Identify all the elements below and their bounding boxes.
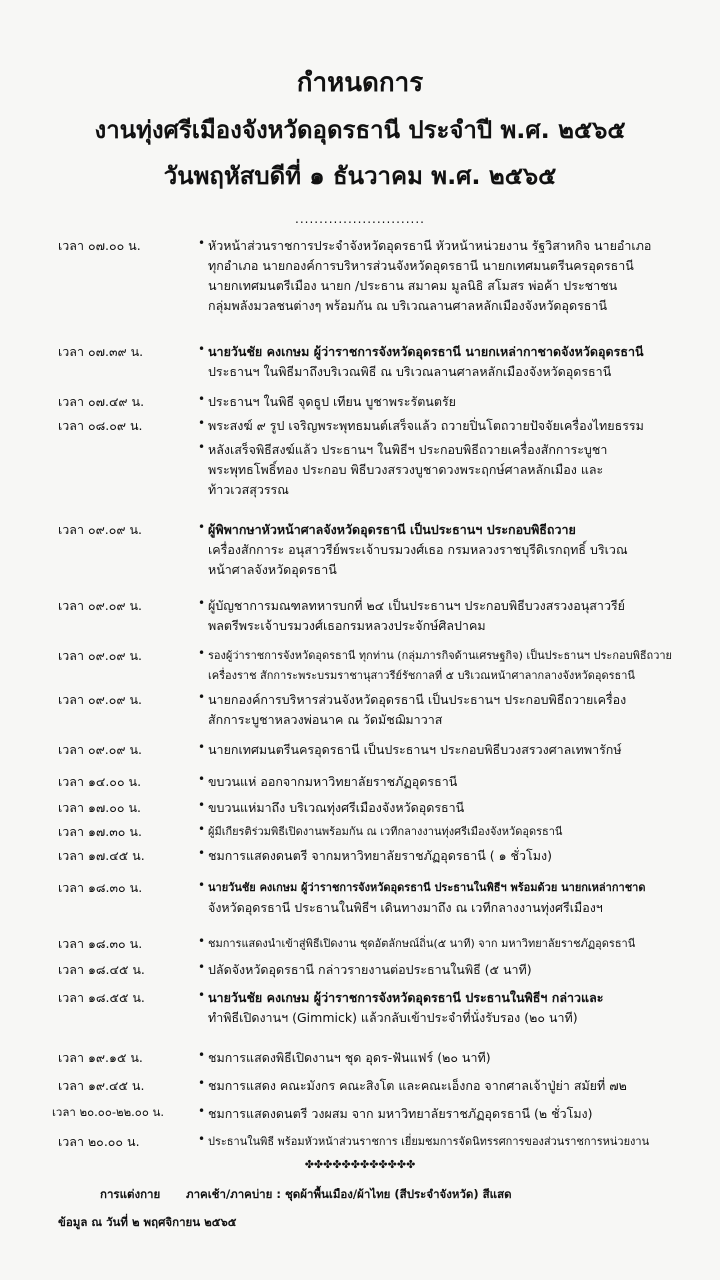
schedule-time: เวลา ๑๘.๓๐ น. xyxy=(58,880,143,895)
data-date-note: ข้อมูล ณ วันที่ ๒ พฤศจิกายน ๒๕๖๕ xyxy=(58,1215,237,1229)
dress-code-value: ภาคเช้า/ภาคบ่าย : ชุดผ้าพื้นเมือง/ผ้าไทย (สีประจำจังหวัด) สีแสด xyxy=(186,1187,512,1201)
bullet-icon: • xyxy=(198,342,206,356)
schedule-time: เวลา ๑๗.๓๐ น. xyxy=(58,824,142,839)
schedule-description-line: ท้าวเวสสุวรรณ xyxy=(208,482,289,497)
schedule-description-line: เครื่องสักการะ อนุสาวรีย์พระเจ้าบรมวงศ์เธอ กรมหลวงราชบุรีดิเรกฤทธิ์ บริเวณ xyxy=(208,542,628,557)
schedule-description-line: ประธานฯ ในพิธีมาถึงบริเวณพิธี ณ บริเวณลานศาลหลักเมืองจังหวัดอุดรธานี xyxy=(208,364,612,379)
bullet-icon: • xyxy=(198,392,206,406)
bullet-icon: • xyxy=(198,646,206,660)
document-subtitle: งานทุ่งศรีเมืองจังหวัดอุดรธานี ประจำปี พ.ศ. ๒๕๖๕ xyxy=(94,116,626,144)
schedule-description xyxy=(208,1048,698,1068)
schedule-description xyxy=(208,878,698,918)
schedule-time: เวลา ๐๗.๐๐ น. xyxy=(58,238,141,253)
schedule-time: เวลา ๑๗.๐๐ น. xyxy=(58,800,142,815)
bullet-icon: • xyxy=(198,596,206,610)
schedule-time: เวลา ๒๐.๐๐ น. xyxy=(58,1134,140,1149)
bullet-icon: • xyxy=(198,1076,206,1090)
schedule-description-line: หลังเสร็จพิธีสงฆ์แล้ว ประธานฯ ในพิธีฯ ประกอบพิธีถวายเครื่องสักการะบูชา xyxy=(208,442,608,457)
bullet-icon: • xyxy=(198,1132,206,1146)
schedule-description xyxy=(208,1076,698,1096)
bullet-icon: • xyxy=(198,934,206,948)
schedule-description-line: นายวันชัย คงเกษม ผู้ว่าราชการจังหวัดอุดรธานี ประธานในพิธีฯ พร้อมด้วย นายกเหล่ากาชาด xyxy=(208,881,646,894)
schedule-description-line: นายวันชัย คงเกษม ผู้ว่าราชการจังหวัดอุดรธานี ประธานในพิธีฯ กล่าวและ xyxy=(208,990,604,1005)
schedule-time: เวลา ๑๔.๐๐ น. xyxy=(58,774,142,789)
schedule-description-line: ขบวนแห่ ออกจากมหาวิทยาลัยราชภัฏอุดรธานี xyxy=(208,774,458,789)
schedule-description xyxy=(208,1132,698,1152)
schedule-description-line: นายกเทศมนตรีเมือง นายก /ประธาน สมาคม มูลนิธิ สโมสร พ่อค้า ประชาชน xyxy=(208,278,618,293)
schedule-description-line: ขบวนแห่มาถึง บริเวณทุ่งศรีเมืองจังหวัดอุดรธานี xyxy=(208,800,465,815)
schedule-description-line: ชมการแสดงดนตรี จากมหาวิทยาลัยราชภัฏอุดรธานี ( ๑ ชั่วโมง) xyxy=(208,848,552,863)
schedule-description-line: รองผู้ว่าราชการจังหวัดอุดรธานี ทุกท่าน (กลุ่มภารกิจด้านเศรษฐกิจ) เป็นประธานฯ ประกอบพิธีถวาย xyxy=(208,649,672,662)
schedule-description xyxy=(208,960,698,980)
schedule-description xyxy=(208,846,698,866)
schedule-time: เวลา ๐๙.๐๙ น. xyxy=(58,648,142,663)
schedule-description-line: พระพุทธโพธิ์ทอง ประกอบ พิธีบวงสรวงบูชาดวงพระฤกษ์ศาลหลักเมือง และ xyxy=(208,462,604,477)
schedule-description-line: ทำพิธีเปิดงานฯ (Gimmick) แล้วกลับเข้าประจำที่นั่งรับรอง (๒๐ นาที) xyxy=(208,1010,578,1025)
schedule-time: เวลา ๑๘.๓๐ น. xyxy=(58,936,143,951)
header-divider: ........................... xyxy=(295,212,425,226)
schedule-description-line: หัวหน้าส่วนราชการประจำจังหวัดอุดรธานี หัวหน้าหน่วยงาน รัฐวิสาหกิจ นายอำเภอ xyxy=(208,238,652,253)
schedule-description-line: นายกเทศมนตรีนครอุดรธานี เป็นประธานฯ ประกอบพิธีบวงสรวงศาลเทพารักษ์ xyxy=(208,742,622,757)
dress-code-label: การแต่งกาย xyxy=(100,1187,161,1201)
schedule-description xyxy=(208,690,698,730)
schedule-time: เวลา ๐๘.๐๙ น. xyxy=(58,418,143,433)
schedule-description-line: ประธานฯ ในพิธี จุดธูป เทียน บูชาพระรัตนตรัย xyxy=(208,394,457,409)
schedule-time: เวลา ๑๗.๔๕ น. xyxy=(58,848,145,863)
schedule-description-line: ชมการแสดงดนตรี วงผสม จาก มหาวิทยาลัยราชภัฏอุดรธานี (๒ ชั่วโมง) xyxy=(208,1106,593,1121)
schedule-time: เวลา ๐๗.๓๙ น. xyxy=(58,344,144,359)
footer-divider-stars: ✤✤✤✤✤✤✤✤✤✤✤✤ xyxy=(304,1158,416,1171)
schedule-description xyxy=(208,1104,698,1124)
schedule-time: เวลา ๐๙.๐๙ น. xyxy=(58,742,142,757)
schedule-description xyxy=(208,440,698,500)
schedule-description xyxy=(208,416,698,436)
schedule-time: เวลา ๑๘.๔๕ น. xyxy=(58,962,145,977)
schedule-time: เวลา ๐๙.๐๙ น. xyxy=(58,522,142,537)
schedule-description xyxy=(208,772,698,792)
schedule-time: เวลา ๑๙.๑๕ น. xyxy=(58,1050,143,1065)
schedule-description xyxy=(208,822,698,842)
schedule-description-line: ผู้บัญชาการมณฑลทหารบกที่ ๒๔ เป็นประธานฯ ประกอบพิธีบวงสรวงอนุสาวรีย์ xyxy=(208,598,626,613)
schedule-time: เวลา ๑๙.๔๕ น. xyxy=(58,1078,145,1093)
schedule-description-line: ชมการแสดงนำเข้าสู่พิธีเปิดงาน ชุดอัตลักษณ์ถิ่น(๕ นาที) จาก มหาวิทยาลัยราชภัฏอุดรธานี xyxy=(208,937,636,950)
bullet-icon: • xyxy=(198,822,206,836)
bullet-icon: • xyxy=(198,440,206,454)
schedule-description-line: เครื่องราช สักการะพระบรมราชานุสาวรีย์รัชกาลที่ ๕ บริเวณหน้าศาลากลางจังหวัดอุดรธานี xyxy=(208,669,635,682)
schedule-description xyxy=(208,934,698,954)
schedule-time: เวลา ๐๗.๔๙ น. xyxy=(58,394,145,409)
schedule-time: เวลา ๒๐.๐๐-๒๒.๐๐ น. xyxy=(52,1105,165,1119)
schedule-description-line: ประธานในพิธี พร้อมหัวหน้าส่วนราชการ เยี่ยมชมการจัดนิทรรศการของส่วนราชการหน่วยงาน xyxy=(208,1135,650,1148)
schedule-description-line: กลุ่มพลังมวลชนต่างๆ พร้อมกัน ณ บริเวณลานศาลหลักเมืองจังหวัดอุดรธานี xyxy=(208,298,608,313)
schedule-description xyxy=(208,798,698,818)
schedule-description-line: ผู้มีเกียรติร่วมพิธีเปิดงานพร้อมกัน ณ เวทีกลางงานทุ่งศรีเมืองจังหวัดอุดรธานี xyxy=(208,825,563,838)
schedule-description-line: จังหวัดอุดรธานี ประธานในพิธีฯ เดินทางมาถึง ณ เวทีกลางงานทุ่งศรีเมืองฯ xyxy=(208,900,603,915)
schedule-description xyxy=(208,596,698,636)
schedule-description-line: หน้าศาลจังหวัดอุดรธานี xyxy=(208,562,337,577)
schedule-description xyxy=(208,740,698,760)
bullet-icon: • xyxy=(198,846,206,860)
schedule-description-line: พระสงฆ์ ๙ รูป เจริญพระพุทธมนต์เสร็จแล้ว ถวายปิ่นโตถวายปัจจัยเครื่องไทยธรรม xyxy=(208,418,644,433)
document-title: กำหนดการ xyxy=(296,68,424,98)
document-date-line: วันพฤหัสบดีที่ ๑ ธันวาคม พ.ศ. ๒๕๖๕ xyxy=(163,162,557,190)
schedule-description-line: สักการะบูชาหลวงพ่อนาค ณ วัดมัชฌิมาวาส xyxy=(208,712,443,727)
bullet-icon: • xyxy=(198,236,206,250)
bullet-icon: • xyxy=(198,960,206,974)
schedule-description xyxy=(208,988,698,1028)
schedule-time: เวลา ๑๘.๕๕ น. xyxy=(58,990,145,1005)
schedule-time: เวลา ๐๙.๐๙ น. xyxy=(58,598,142,613)
bullet-icon: • xyxy=(198,740,206,754)
bullet-icon: • xyxy=(198,690,206,704)
bullet-icon: • xyxy=(198,878,206,892)
schedule-description-line: ปลัดจังหวัดอุดรธานี กล่าวรายงานต่อประธานในพิธี (๕ นาที) xyxy=(208,962,532,977)
bullet-icon: • xyxy=(198,988,206,1002)
bullet-icon: • xyxy=(198,1104,206,1118)
bullet-icon: • xyxy=(198,416,206,430)
schedule-description xyxy=(208,646,698,686)
schedule-description-line: ผู้พิพากษาหัวหน้าศาลจังหวัดอุดรธานี เป็นประธานฯ ประกอบพิธีถวาย xyxy=(208,522,576,537)
schedule-description xyxy=(208,236,698,316)
schedule-description-line: ชมการแสดง คณะมังกร คณะสิงโต และคณะเอ็งกอ จากศาลเจ้าปู่ย่า สมัยที่ ๗๒ xyxy=(208,1078,627,1093)
schedule-description-line: พลตรีพระเจ้าบรมวงศ์เธอกรมหลวงประจักษ์ศิลปาคม xyxy=(208,618,486,633)
bullet-icon: • xyxy=(198,1048,206,1062)
schedule-description-line: ทุกอำเภอ นายกองค์การบริหารส่วนจังหวัดอุดรธานี นายกเทศมนตรีนครอุดรธานี xyxy=(208,258,634,273)
bullet-icon: • xyxy=(198,520,206,534)
bullet-icon: • xyxy=(198,772,206,786)
schedule-description-line: ชมการแสดงพิธีเปิดงานฯ ชุด อุดร-ฟันแฟร์ (๒๐ นาที) xyxy=(208,1050,491,1065)
schedule-time: เวลา ๐๙.๐๙ น. xyxy=(58,692,142,707)
schedule-description xyxy=(208,342,698,382)
schedule-description-line: นายกองค์การบริหารส่วนจังหวัดอุดรธานี เป็นประธานฯ ประกอบพิธีถวายเครื่อง xyxy=(208,692,627,707)
schedule-description xyxy=(208,392,698,412)
bullet-icon: • xyxy=(198,798,206,812)
schedule-description-line: นายวันชัย คงเกษม ผู้ว่าราชการจังหวัดอุดรธานี นายกเหล่ากาชาดจังหวัดอุดรธานี xyxy=(208,344,644,359)
dress-code xyxy=(100,1186,512,1204)
schedule-description xyxy=(208,520,698,580)
